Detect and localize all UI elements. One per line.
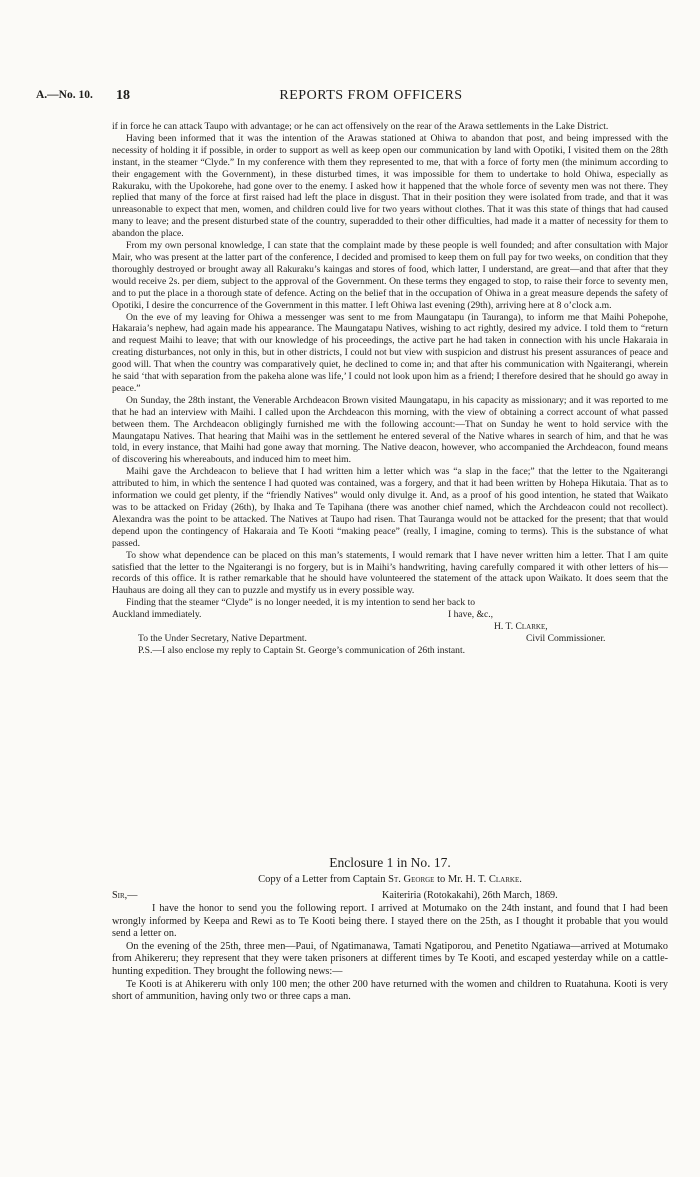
copy-heading <box>112 874 668 885</box>
enclosure-paragraph: On the evening of the 25th, three men—Paui, of Ngatimanawa, Tamati Ngatiporou, and Penetito Ngatiawa—arrived at Motumako from Ahikereru; they represent that they were taken prisoners at different times by Te Kooti, and escaped yesterday while on a cattle-hunting expedition. They brought the following news:— <box>112 940 668 977</box>
enclosure-paragraph: I have the honor to send you the following report. I arrived at Motumako on the 24th instant, and found that I had been wrongly informed by Keepa and Rewi as to Te Kooti being there. I stayed there on the 25th, as I thought it probable that you would send a letter on. <box>112 903 668 940</box>
copy-mid: to Mr. H. T. <box>434 874 489 885</box>
page-number: 18 <box>116 88 130 103</box>
enclosure-title: Enclosure 1 in No. 17. <box>329 855 451 870</box>
addressee: To the Under Secretary, Native Department. <box>138 633 307 645</box>
salutation-row <box>112 890 668 902</box>
letter-body <box>112 121 668 657</box>
document-reference: A.—No. 10. <box>36 89 93 101</box>
postscript: P.S.—I also enclose my reply to Captain St. George’s communication of 26th instant. <box>138 645 466 657</box>
enclosure-body <box>112 903 668 1004</box>
letter-paragraph: if in force he can attack Taupo with advantage; or he can act offensively on the rear of the Arawa settlements in the Lake District. <box>112 121 609 132</box>
letter-paragraph: To show what dependence can be placed on this man’s statements, I would remark that I have never written him a letter. That I am quite satisfied that the letter to the Ngaiterangi is no forgery, but is in Maihi’s handwriting, having carefully compared it with other letters of his—records of this office. It is rather remarkable that he should have volunteered the statement of the attack upon Waikato. It does seem that the Hauhaus are doing all they can to puzzle and mystify us in every possible way. <box>112 549 668 597</box>
signature: H. T. Clarke, <box>494 621 548 633</box>
closing-row <box>112 609 668 621</box>
copy-from-name: St. George <box>388 874 435 885</box>
copy-to-name: Clarke. <box>488 874 522 885</box>
page-header <box>36 88 666 106</box>
letter-paragraph: Having been informed that it was the intention of the Arawas stationed at Ohiwa to abandon that post, and being impressed with the necessity of holding it if possible, in order to support as well as keep open our communication by land with Opotiki, I visited them on the 28th instant, in the steamer “Clyde.” In my conference with them they represented to me, that with a force of forty men (the minimum according to their engagement with the Government), in these disturbed times, it was impossible for them to undertake to hold Ohiwa, especially as Rakuraku, with the Upokorehe, had gone over to the enemy. I asked how it happened that the whole force of seventy men was not there. They replied that many of the force at first raised had left the place in disgust. That in their position they were isolated from trade, and that it was unreasonable to expect that men, women, and children could live for two years without clothes. That it was this state of things that had caused many to leave; and the present disturbed state of the country, superadded to their other difficulties, had made it a matter of necessity for them to abandon the place. <box>112 132 668 240</box>
salutation: Sir,— <box>112 890 138 901</box>
salutation-close: I have, &c., <box>448 609 494 621</box>
letter-paragraph: From my own personal knowledge, I can state that the complaint made by these people is well founded; and after consultation with Major Mair, who was present at the latter part of the conference, I decided and promised to keep them on full pay for two weeks, on condition that they thoroughly destroyed or brought away all Rakuraku’s kaingas and stores of food, which latter, I understand, are great—and that after that they would receive 2s. per diem, subject to the approval of the Government. On these terms they engaged to stop, to raise their force to seventy men, and to put the place in a thorough state of defence. Acting on the belief that in the occupation of Ohiwa in a great measure depends the safety of Opotiki, I desire the concurrence of the Government in this matter. I left Ohiwa last evening (29th), arriving here at 8 o’clock a.m. <box>112 240 668 311</box>
closing-continuation: Auckland immediately. <box>112 609 202 621</box>
running-title: REPORTS FROM OFFICERS <box>279 88 463 103</box>
letter-paragraph: On the eve of my leaving for Ohiwa a messenger was sent to me from Maungatapu (in Tauranga), to inform me that Maihi Pohepohe, Hakaraia’s nephew, had again made his appearance. The Maungatapu Natives, wishing to act rightly, desired my advice. I told them to “return and request Maihi to leave; that with our knowledge of his proceedings, the active part he had taken in connection with his uncle Hakaraia in creating disturbances, not only in this, but in other districts, I could not but view with suspicion and distrust his present assurances of peace and good will. That when the country was comparatively quiet, he declined to come in; and that after his communication with Ngaiterangi, wherein he said ‘that with separation from the pakeha alone was life,’ I could not look upon him as a friend; I therefore desired that he should go away in peace.” <box>112 311 668 394</box>
letter-paragraph: On Sunday, the 28th instant, the Venerable Archdeacon Brown visited Maungatapu, in his capacity as missionary; and it was reported to me that he had an interview with Maihi. I called upon the Archdeacon this morning, with the view of obtaining a correct account of what passed between them. The Archdeacon obligingly furnished me with the following account:—That on Sunday he went to hold service with the Maungatapu Natives. That hearing that Maihi was in the settlement he entered several of the Native whares in search of him, and that he was told, in every instance, that Maihi had gone away that morning. The Native deacon, however, who accompanied the Archdeacon, found means of discovering his whereabouts, and induced him to meet him. <box>112 394 668 466</box>
enclosure-paragraph: Te Kooti is at Ahikereru with only 100 men; the other 200 have returned with the women and children to Ruatahuna. Kooti is very short of ammunition, having only two or three caps a man. <box>112 978 668 1003</box>
signer-title: Civil Commissioner. <box>526 633 606 645</box>
letter-paragraph: Maihi gave the Archdeacon to believe that I had written him a letter which was “a slap in the face;” that the letter to the Ngaiterangi attributed to him, in which the sentence I had quoted was contained, was a forgery, and that it had been written by Hohepa Hikutaia. That as to information we could get plenty, if the “friendly Natives” would only divulge it. And, as a proof of his good intention, he stated that Waikato was to be attacked on Friday (26th), by Ihaka and Te Tapihana (there was another chief named, which the Archdeacon could not recollect). Alexandra was the point to be attacked. The Natives at Taupo had risen. That Tauranga would not be attacked for the present; that that would depend upon the contingency of Hakaraia and Te Kooti “making peace” (really, I imagine, coming to terms). This is the substance of what passed. <box>112 466 668 549</box>
place-date: Kaiteriria (Rotokakahi), 26th March, 1869. <box>382 890 558 901</box>
addressee-row <box>112 633 668 645</box>
copy-prefix: Copy of a Letter from Captain <box>258 874 389 885</box>
signature-row <box>112 621 668 633</box>
closing-paragraph: Finding that the steamer “Clyde” is no longer needed, it is my intention to send her back to <box>126 597 476 609</box>
